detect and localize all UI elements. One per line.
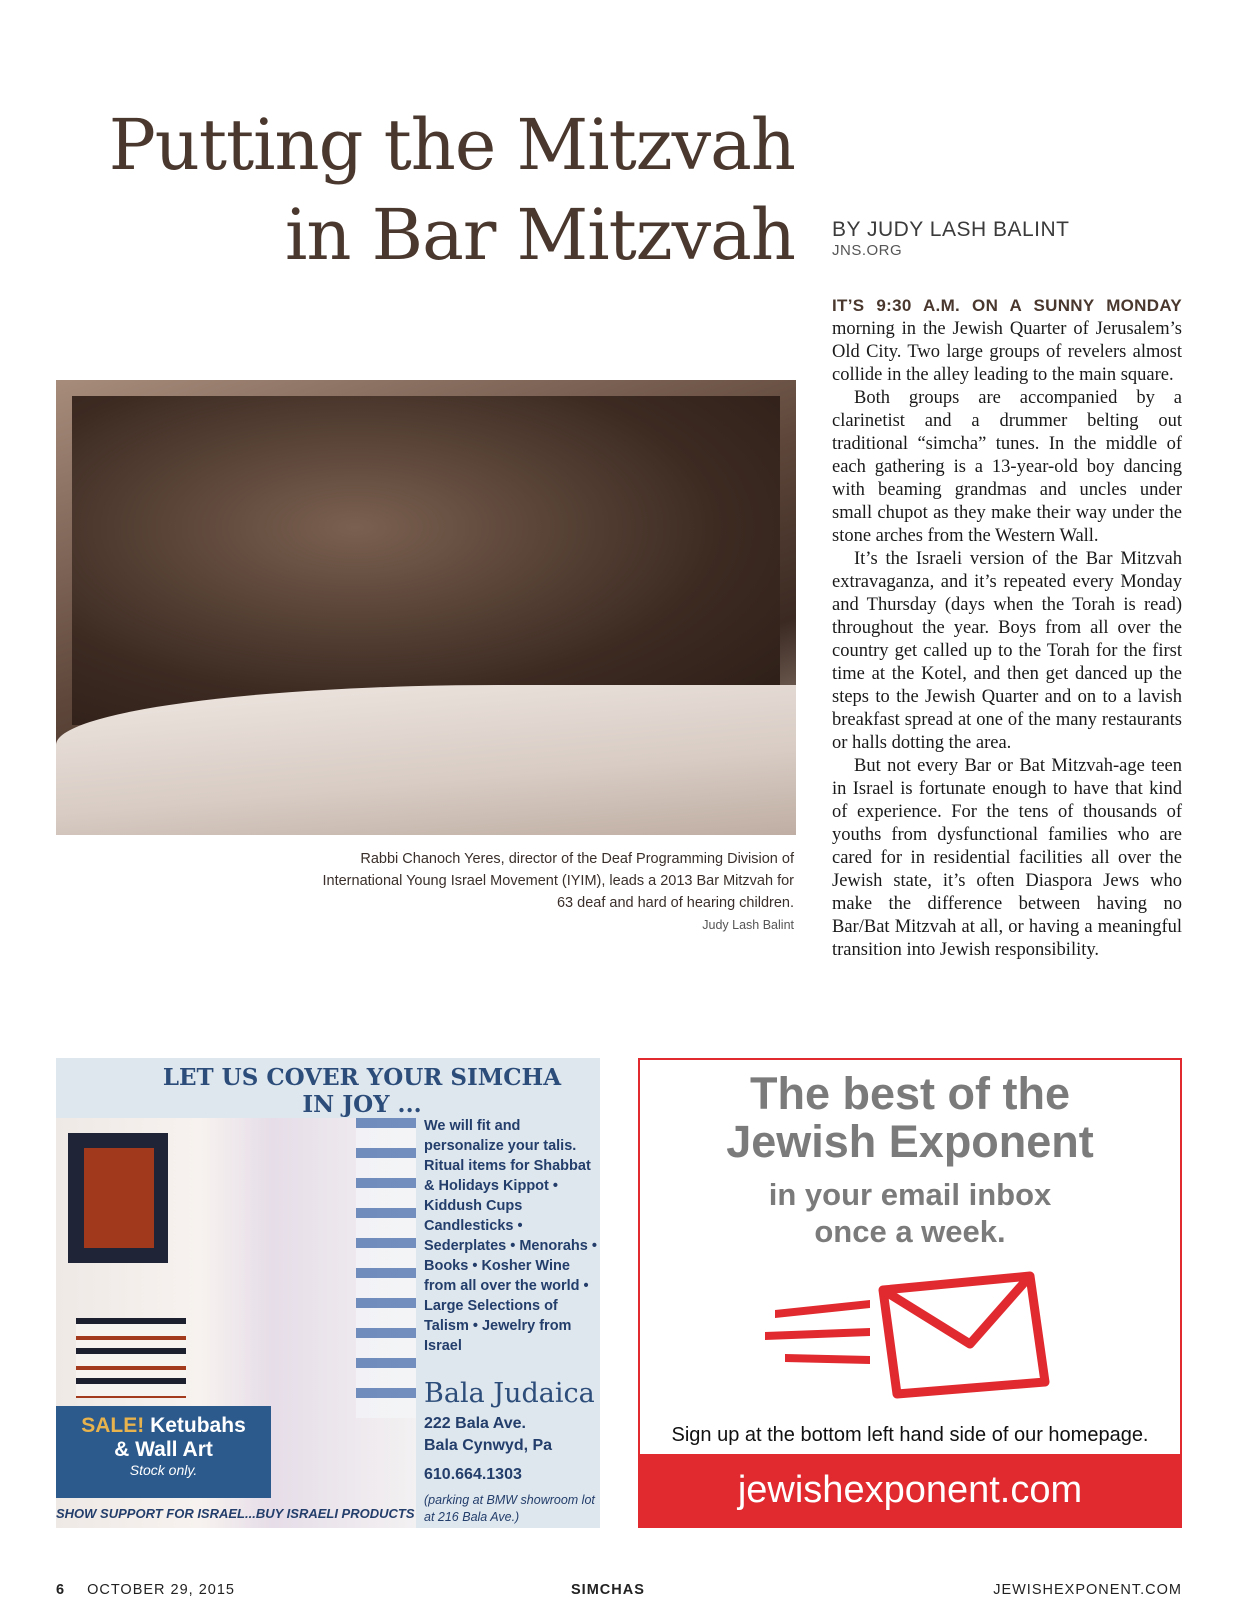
photo-torah-cloth <box>56 685 796 835</box>
bala-judaica-ad[interactable] <box>56 1058 600 1528</box>
issue-date: OCTOBER 29, 2015 <box>87 1582 235 1598</box>
newsletter-url[interactable]: jewishexponent.com <box>737 1469 1083 1511</box>
ad-address <box>424 1413 552 1457</box>
ad-phone: 610.664.1303 <box>424 1466 522 1483</box>
newsletter-subtitle-line-1: in your email inbox <box>768 1177 1052 1212</box>
newsletter-signup-text: Sign up at the bottom left hand side of our homepage. <box>671 1424 1149 1446</box>
article-photo <box>56 380 796 835</box>
article-lead-in: IT’S 9:30 A.M. ON A SUNNY MONDAY <box>832 296 1182 315</box>
section-name: SIMCHAS <box>571 1582 645 1598</box>
caption-text: Rabbi Chanoch Yeres, director of the Deaf Programming Division of International Young Israel Movement (IYIM), leads a 2013 Bar Mitzvah for 63 deaf and hard of hearing children. <box>322 851 794 911</box>
ad-address-line-2: Bala Cynwyd, Pa <box>424 1437 553 1454</box>
ad-headline-line-1: LET US COVER YOUR SIMCHA <box>162 1064 562 1091</box>
article-body <box>832 294 1182 962</box>
ad-parking-note: (parking at BMW showroom lot at 216 Bala Ave.) <box>424 1493 595 1524</box>
footer-site: JEWISHEXPONENT.COM <box>993 1582 1182 1598</box>
headline-line-2: in Bar Mitzvah <box>284 194 795 276</box>
newsletter-url-bar[interactable] <box>640 1454 1180 1526</box>
article-paragraph-2: Both groups are accompanied by a clarinetist and a drummer belting out traditional “simcha” tunes. In the middle of each gathering is a 13-year-old boy dancing with beaming grandmas and uncles under small chupot as they make their way under the stone arches from the Western Wall. <box>832 388 1182 546</box>
photo-scene <box>72 396 780 725</box>
newsletter-subtitle-line-2: once a week. <box>814 1214 1006 1249</box>
ad-support-tagline: SHOW SUPPORT FOR ISRAEL...BUY ISRAELI PRODUCTS <box>56 1506 415 1521</box>
ad-product-list: We will fit and personalize your talis. Ritual items for Shabbat & Holidays Kippot • Kiddush Cups Candlesticks • Sederplates • Menorahs • Books • Kosher Wine from all over the world • Large Selections of Talism • Jewelry from Israel <box>424 1118 597 1354</box>
article-paragraph-3: It’s the Israeli version of the Bar Mitzvah extravaganza, and it’s repeated every Monday and Thursday (days when the Torah is read) throughout the year. Boys from all over the country get called up to the Torah for the first time at the Kotel, and then get danced up the steps to the Jewish Quarter and on to a lavish breakfast spread at one of the many restaurants or halls dotting the area. <box>832 549 1182 753</box>
sale-line-3: Stock only. <box>129 1462 198 1478</box>
article-paragraph-4: But not every Bar or Bat Mitzvah-age teen in Israel is fortunate enough to have that kind of experience. For the tens of thousands of youths from dysfunctional families who are cared for in residential facilities all over the Jewish state, it’s often Diaspora Jews who make the difference between having no Bar/Bat Mitzvah at all, or having a meaningful transition into Jewish responsibility. <box>832 756 1182 960</box>
footer-left <box>56 1582 235 1598</box>
tallit-bag-inner <box>84 1148 154 1248</box>
tallit-fringe-stripes <box>76 1318 186 1398</box>
ad-headline-line-2: IN JOY ... <box>302 1091 422 1118</box>
sale-item: Ketubahs <box>144 1414 246 1437</box>
ad-address-line-1: 222 Bala Ave. <box>424 1415 526 1432</box>
newsletter-subtitle <box>640 1176 1180 1250</box>
article-paragraph-1-text: morning in the Jewish Quarter of Jerusalem’s Old City. Two large groups of revelers almost collide in the alley leading to the main square. <box>832 319 1182 385</box>
newsletter-title <box>640 1070 1180 1166</box>
sale-line-2: & Wall Art <box>114 1438 213 1461</box>
photo-credit: Judy Lash Balint <box>702 918 794 932</box>
envelope-icon <box>765 1270 1055 1400</box>
newsletter-title-line-2: Jewish Exponent <box>726 1116 1094 1167</box>
sale-line-1 <box>56 1414 271 1438</box>
newsletter-ad[interactable] <box>638 1058 1182 1528</box>
ad-headline <box>112 1064 600 1118</box>
tallit-blue-stripes <box>356 1118 416 1418</box>
newsletter-title-line-1: The best of the <box>749 1068 1070 1119</box>
byline-author: BY JUDY LASH BALINT <box>832 218 1070 241</box>
headline-line-1: Putting the Mitzvah <box>108 104 795 186</box>
ad-store-name: Bala Judaica <box>424 1378 595 1409</box>
article-paragraph-1 <box>832 294 1182 387</box>
byline-source: JNS.ORG <box>832 242 903 259</box>
photo-caption <box>320 848 794 936</box>
sale-badge <box>56 1406 271 1498</box>
headline <box>90 100 795 280</box>
page-number: 6 <box>56 1582 66 1598</box>
sale-word: SALE! <box>81 1414 145 1437</box>
byline <box>832 218 1069 259</box>
